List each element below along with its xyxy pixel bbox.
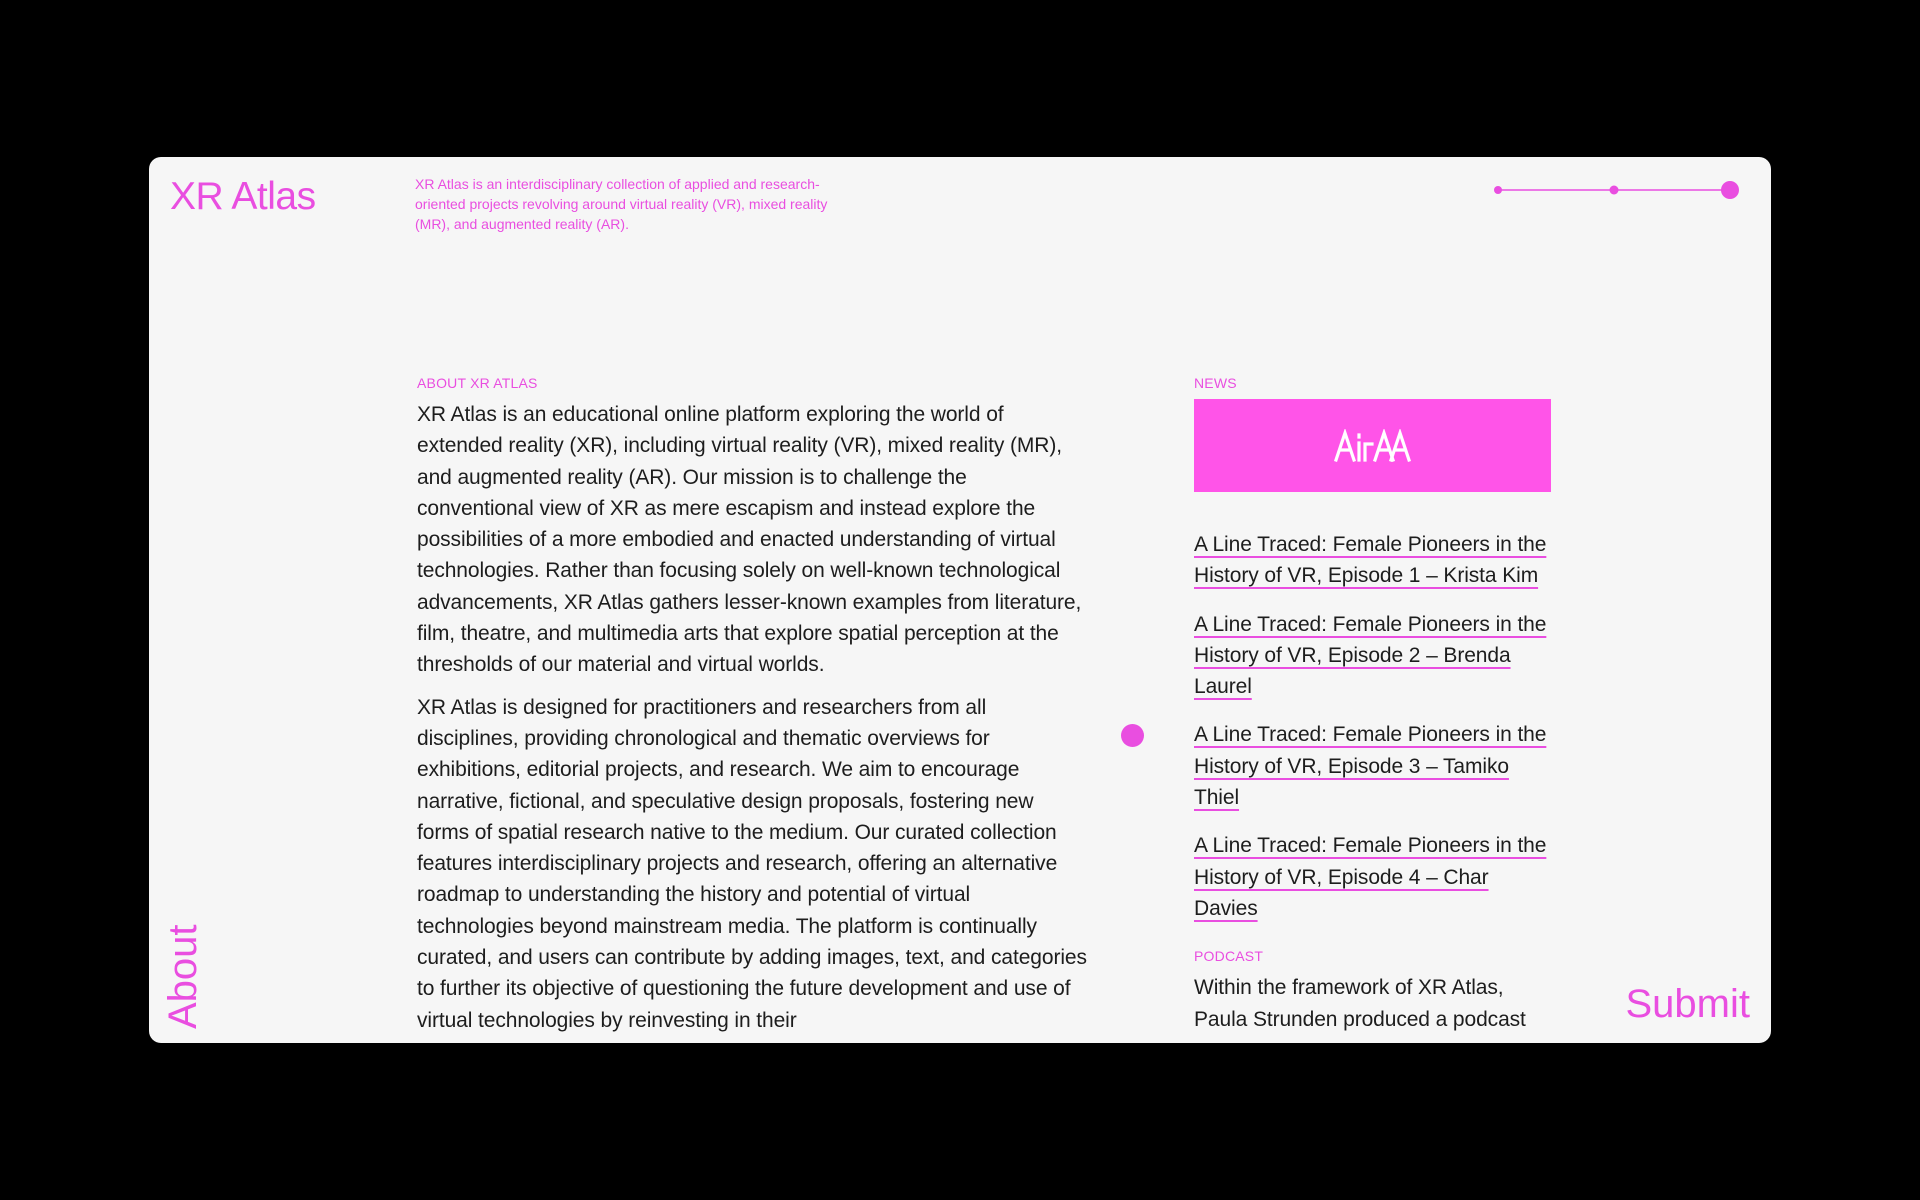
news-link-episode-3[interactable]: A Line Traced: Female Pioneers in the History of VR, Episode 3 – Tamiko Thiel	[1194, 723, 1547, 810]
progress-dot-3-active	[1721, 181, 1739, 199]
progress-dot-1	[1494, 186, 1502, 194]
news-item	[1194, 830, 1554, 924]
scroll-indicator-dot[interactable]	[1121, 724, 1144, 747]
about-paragraph-1: XR Atlas is an educational online platform exploring the world of extended reality (XR), including virtual reality (VR), mixed reality (MR), and augmented reality (AR). Our mission is to challenge the conventional view of XR as mere escapism and instead explore the possibilities of a more embodied and enacted understanding of virtual technologies. Rather than focusing solely on well-known technological advancements, XR Atlas gathers lesser-known examples from literature, film, theatre, and multimedia arts that explore spatial perception at the thresholds of our material and virtual worlds.	[417, 403, 1082, 677]
news-link-episode-2[interactable]: A Line Traced: Female Pioneers in the History of VR, Episode 2 – Brenda Laurel	[1194, 612, 1547, 699]
about-section	[417, 375, 1087, 1043]
news-section	[1194, 375, 1554, 1035]
about-nav-link[interactable]: About	[161, 924, 205, 1029]
submit-link[interactable]: Submit	[1625, 982, 1750, 1026]
podcast-heading: PODCAST	[1194, 948, 1264, 965]
news-link-episode-1[interactable]: A Line Traced: Female Pioneers in the History of VR, Episode 1 – Krista Kim	[1194, 533, 1547, 588]
news-item	[1194, 609, 1554, 703]
site-logo[interactable]: XR Atlas	[170, 175, 316, 218]
news-item	[1194, 719, 1554, 813]
news-heading: NEWS	[1194, 375, 1237, 391]
podcast-text: Within the framework of XR Atlas, Paula Strunden produced a podcast	[1194, 976, 1526, 1031]
progress-indicator[interactable]	[1494, 179, 1739, 201]
progress-dot-2	[1610, 186, 1619, 195]
news-list	[1194, 529, 1554, 924]
about-paragraph-2: XR Atlas is designed for practitioners and researchers from all disciplines, providing chronological and thematic overviews for exhibitions, editorial projects, and research. We aim to encourage narrative, fictional, and speculative design proposals, fostering new forms of spatial research native to the medium. Our curated collection features interdisciplinary projects and research, offering an alternative roadmap to understanding the history and potential of virtual technologies beyond mainstream media. The platform is continually curated, and users can contribute by adding images, text, and categories to further its objective of questioning the future development and use of virtual technologies by reinvesting in their	[417, 695, 1087, 1032]
about-heading: ABOUT XR ATLAS	[417, 375, 538, 391]
site-tagline: XR Atlas is an interdisciplinary collection of applied and research-oriented projects revolving around virtual reality (VR), mixed reality (MR), and augmented reality (AR).	[415, 176, 828, 232]
news-item	[1194, 529, 1554, 592]
airaa-logo	[1333, 429, 1413, 463]
news-link-episode-4[interactable]: A Line Traced: Female Pioneers in the History of VR, Episode 4 – Char Davies	[1194, 834, 1547, 920]
news-banner[interactable]	[1194, 399, 1551, 492]
podcast-section	[1194, 948, 1554, 1035]
app-window	[149, 157, 1771, 1043]
